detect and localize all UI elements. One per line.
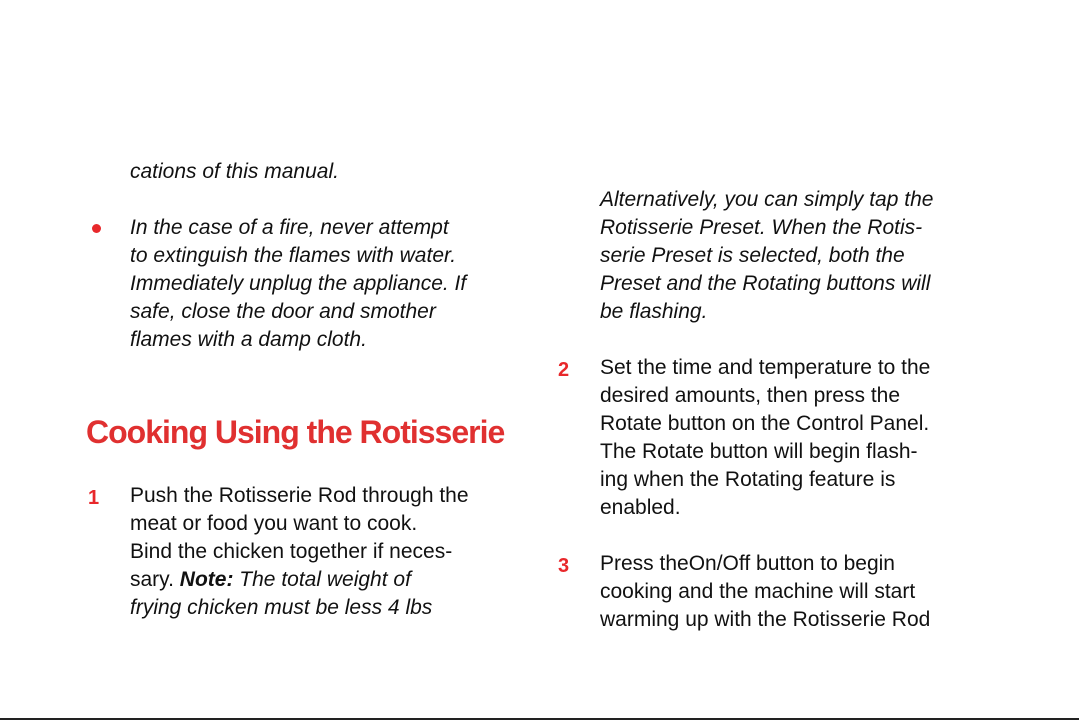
- alt-line: Alternatively, you can simply tap the: [600, 188, 934, 211]
- bullet-dot-icon: [92, 224, 101, 233]
- bullet-line: safe, close the door and smother: [130, 300, 436, 323]
- bullet-line: Immediately unplug the appliance. If: [130, 272, 467, 295]
- bullet-line: flames with a damp cloth.: [130, 328, 367, 351]
- step-3: [556, 550, 996, 634]
- note-line: frying chicken must be less 4 lbs: [130, 596, 433, 619]
- step-number: 1: [88, 487, 100, 509]
- note-text: The total weight of: [233, 568, 411, 591]
- step-line: enabled.: [600, 496, 681, 519]
- alt-line: Rotisserie Preset. When the Rotis-: [600, 216, 923, 239]
- step-line: The Rotate button will begin flash-: [600, 440, 918, 463]
- step-line: Rotate button on the Control Panel.: [600, 412, 930, 435]
- step-text: sary.: [130, 568, 180, 591]
- step-line: ing when the Rotating feature is: [600, 468, 896, 491]
- step-number: 3: [558, 555, 570, 577]
- step-line: Bind the chicken together if neces-: [130, 540, 453, 563]
- bullet-line: In the case of a fire, never attempt: [130, 216, 449, 239]
- continuation-line: cations of this manual.: [130, 160, 339, 183]
- step-line: Set the time and temperature to the: [600, 356, 931, 379]
- alt-line: Preset and the Rotating buttons will: [600, 272, 931, 295]
- alt-line: be flashing.: [600, 300, 708, 323]
- step-line: cooking and the machine will start: [600, 580, 916, 603]
- step-line: meat or food you want to cook.: [130, 512, 418, 535]
- step-line: warming up with the Rotisserie Rod: [600, 608, 931, 631]
- step-1: [86, 482, 526, 622]
- left-column: [86, 158, 526, 622]
- step-2: [556, 354, 996, 522]
- section-heading: Cooking Using the Rotisserie: [86, 414, 505, 450]
- fire-safety-bullet: [86, 214, 526, 354]
- step-number: 2: [558, 359, 570, 381]
- step-line: Push the Rotisserie Rod through the: [130, 484, 469, 507]
- step-line: desired amounts, then press the: [600, 384, 901, 407]
- step-line-note: [86, 566, 526, 594]
- note-label: Note:: [179, 568, 234, 591]
- alt-line: serie Preset is selected, both the: [600, 244, 905, 267]
- step-line: Press theOn/Off button to begin: [600, 552, 895, 575]
- bullet-line: to extinguish the flames with water.: [130, 244, 457, 267]
- alternative-paragraph: [556, 186, 996, 326]
- right-column: [556, 186, 996, 634]
